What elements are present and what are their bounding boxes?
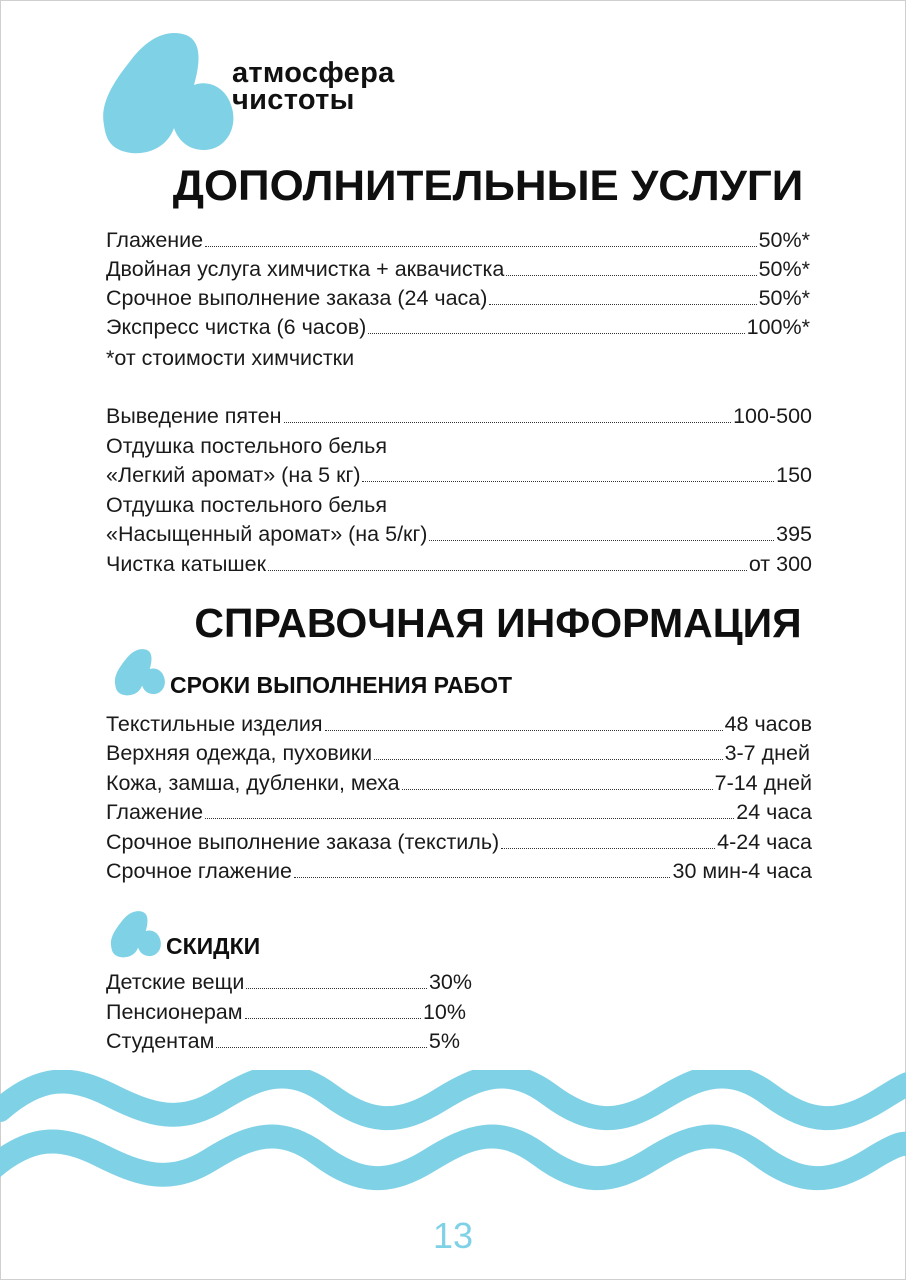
brand-name — [232, 57, 395, 116]
dot-leader — [374, 759, 722, 760]
wave-decoration — [0, 1070, 906, 1220]
dot-leader — [368, 333, 744, 334]
list-item — [106, 857, 812, 885]
item-label: Чистка катышек — [106, 552, 267, 576]
dot-leader — [246, 988, 427, 989]
dot-leader — [362, 481, 774, 482]
item-value: 50%* — [758, 286, 810, 310]
item-value: 50%* — [758, 228, 810, 252]
list-item — [106, 313, 810, 341]
list-item — [106, 968, 472, 996]
list-item — [106, 769, 812, 797]
item-label: Срочное выполнение заказа (24 часа) — [106, 286, 488, 310]
list-item — [106, 998, 466, 1026]
item-value: 50%* — [758, 257, 810, 281]
list-item — [106, 798, 812, 826]
item-label: Выведение пятен — [106, 404, 282, 428]
list-item — [106, 284, 810, 312]
dot-leader — [325, 730, 723, 731]
dot-leader — [506, 275, 756, 276]
item-label: «Легкий аромат» (на 5 кг) — [106, 463, 361, 487]
item-value: 48 часов — [724, 712, 812, 736]
brand-line-1: атмосфера — [232, 57, 395, 89]
item-value: 30 мин-4 часа — [672, 859, 812, 883]
dot-leader — [268, 570, 747, 571]
item-value: 100%* — [746, 315, 810, 339]
dot-leader — [489, 304, 756, 305]
item-label: Детские вещи — [106, 970, 245, 994]
item-label: Студентам — [106, 1029, 215, 1053]
list-item — [106, 550, 812, 578]
dot-leader — [205, 818, 734, 819]
item-label: Глажение — [106, 800, 204, 824]
list-item — [106, 1027, 460, 1055]
dot-leader — [294, 877, 671, 878]
terms-logo-icon — [112, 648, 166, 696]
extra-services-title: ДОПОЛНИТЕЛЬНЫЕ УСЛУГИ — [172, 162, 804, 210]
item-value: от 300 — [748, 552, 812, 576]
item-label: Экспресс чистка (6 часов) — [106, 315, 367, 339]
item-label: Двойная услуга химчистка + аквачистка — [106, 257, 505, 281]
item-label: Верхняя одежда, пуховики — [106, 741, 373, 765]
item-value: 100-500 — [733, 404, 812, 428]
item-value: 7-14 дней — [714, 771, 812, 795]
item-value: 395 — [776, 522, 812, 546]
terms-title: СРОКИ ВЫПОЛНЕНИЯ РАБОТ — [170, 672, 513, 698]
item-label: «Насыщенный аромат» (на 5/кг) — [106, 522, 428, 546]
list-item — [106, 520, 812, 548]
dot-leader — [429, 540, 774, 541]
list-item — [106, 828, 812, 856]
item-label-line1: Отдушка постельного белья — [106, 493, 387, 517]
reference-title: СПРАВОЧНАЯ ИНФОРМАЦИЯ — [194, 600, 802, 646]
footnote: *от стоимости химчистки — [106, 346, 355, 370]
item-label: Кожа, замша, дубленки, меха — [106, 771, 400, 795]
item-value: 30% — [428, 970, 472, 994]
list-item — [106, 461, 812, 489]
item-value: 5% — [428, 1029, 460, 1053]
page-number: 13 — [432, 1215, 474, 1256]
item-value: 24 часа — [736, 800, 812, 824]
brand-logo-icon — [96, 30, 236, 155]
dot-leader — [245, 1018, 421, 1019]
item-label: Срочное выполнение заказа (текстиль) — [106, 830, 500, 854]
list-item — [106, 226, 810, 254]
dot-leader — [216, 1047, 427, 1048]
item-label: Глажение — [106, 228, 204, 252]
dot-leader — [284, 422, 732, 423]
item-label: Текстильные изделия — [106, 712, 323, 736]
list-item — [106, 402, 812, 430]
item-label-line1: Отдушка постельного белья — [106, 434, 387, 458]
dot-leader — [501, 848, 715, 849]
item-value: 150 — [776, 463, 812, 487]
discounts-title: СКИДКИ — [166, 933, 261, 959]
list-item — [106, 710, 812, 738]
brand-line-2: чистоты — [232, 84, 355, 116]
list-item — [106, 255, 810, 283]
list-item — [106, 739, 810, 767]
item-value: 10% — [422, 1000, 466, 1024]
discounts-logo-icon — [108, 910, 162, 958]
item-value: 4-24 часа — [717, 830, 812, 854]
item-label: Пенсионерам — [106, 1000, 243, 1024]
item-value: 3-7 дней — [724, 741, 810, 765]
dot-leader — [205, 246, 756, 247]
dot-leader — [402, 789, 713, 790]
item-label: Срочное глажение — [106, 859, 292, 883]
